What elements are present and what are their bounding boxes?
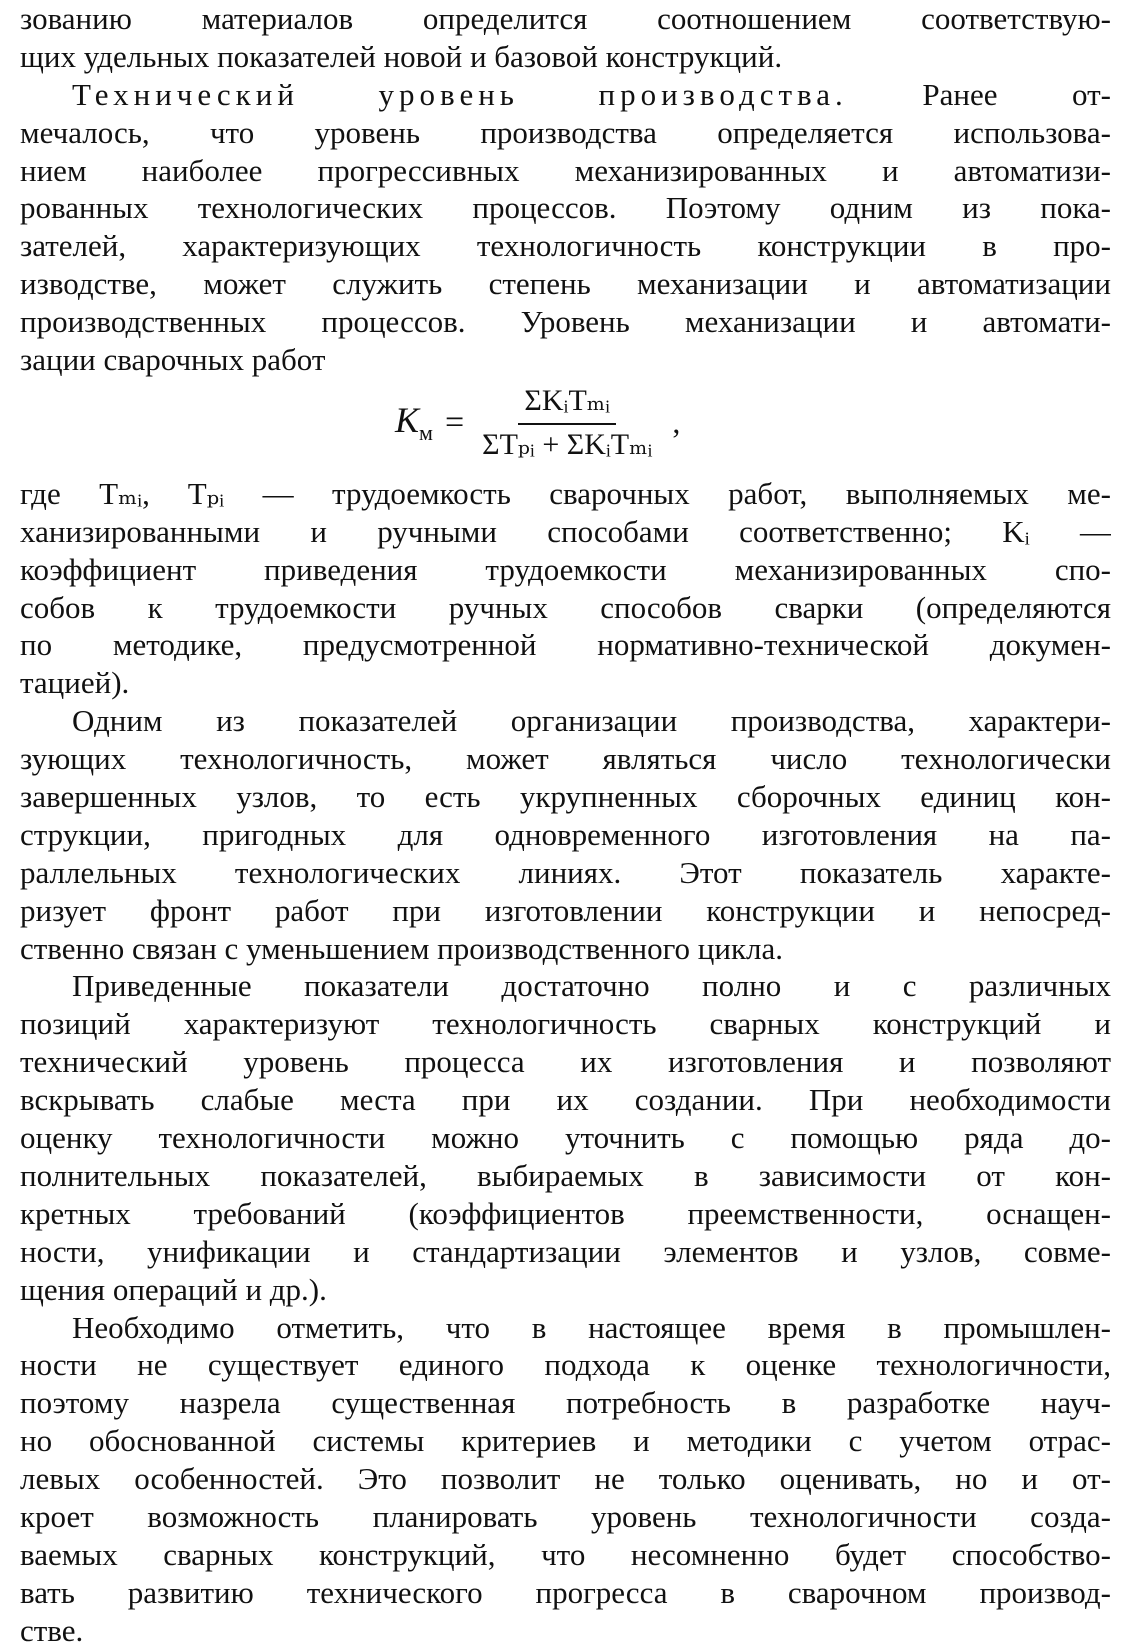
text-line: ваемых сварных конструкций, что несомненно будет способство- [20, 1536, 1111, 1572]
formula-numerator: ΣKᵢTₘᵢ [518, 381, 616, 425]
text-line: раллельных технологических линиях. Этот показатель характе- [20, 854, 1111, 890]
formula-equals: = [444, 403, 465, 441]
text-line: по методике, предусмотренной нормативно-технической докумен- [20, 627, 1111, 663]
paragraph-4 [20, 702, 1111, 967]
text-line: зателей, характеризующих технологичность конструкции в про- [20, 228, 1111, 264]
text-line: Необходимо отметить, что в настоящее время в промышлен- [72, 1309, 1111, 1345]
text-line [20, 76, 1111, 114]
text-line: кроет возможность планировать уровень технологичности созда- [20, 1498, 1111, 1534]
text-line: но обоснованной системы критериев и методики с учетом отрас- [20, 1423, 1111, 1459]
text-line: полнительных показателей, выбираемых в зависимости от кон- [20, 1157, 1111, 1193]
text-line: ности, унификации и стандартизации элементов и узлов, совме- [20, 1233, 1111, 1269]
section-heading: Технический уровень производства. [72, 76, 848, 112]
text-line: коэффициент приведения трудоемкости механизированных спо- [20, 551, 1111, 587]
text-line: нием наиболее прогрессивных механизированных и автоматизи- [20, 152, 1111, 188]
text-line: Приведенные показатели достаточно полно и с различных [72, 968, 1111, 1004]
formula-fraction [476, 381, 658, 465]
formula-denominator: ΣTₚᵢ + ΣKᵢTₘᵢ [482, 427, 653, 461]
text-line: ханизированными и ручными способами соответственно; Kᵢ — [20, 513, 1111, 549]
text-line: ризует фронт работ при изготовлении конструкции и непосред- [20, 892, 1111, 928]
text-line: вать развитию технического прогресса в сварочном производ- [20, 1574, 1111, 1610]
text-line: Одним из показателей организации производства, характери- [72, 703, 1111, 739]
text-line: где Tₘᵢ, Tₚᵢ — трудоемкость сварочных работ, выполняемых ме- [20, 475, 1111, 511]
paragraph-5 [20, 967, 1111, 1308]
text-line: поэтому назрела существенная потребность в разработке науч- [20, 1385, 1111, 1421]
text-line: собов к трудоемкости ручных способов сварки (определяются [20, 589, 1111, 625]
formula-lhs: $K_м$ [395, 400, 433, 446]
text-line: рованных технологических процессов. Поэтому одним из пока- [20, 190, 1111, 226]
text-line: зующих технологичность, может являться число технологически [20, 741, 1111, 777]
text-line: ности не существует единого подхода к оценке технологичности, [20, 1347, 1111, 1383]
text-line: левых особенностей. Это позволит не только оценивать, но и от- [20, 1461, 1111, 1497]
text-line: стве. [20, 1612, 84, 1648]
text-line: щих удельных показателей новой и базовой конструкций. [20, 38, 783, 74]
paragraph-1 [20, 0, 1111, 76]
text-line: производственных процессов. Уровень механизации и автомати- [20, 304, 1111, 340]
text-line: позиций характеризуют технологичность сварных конструкций и [20, 1006, 1111, 1042]
text-line: струкции, пригодных для одновременного изготовления на па- [20, 816, 1111, 852]
text-line: изводстве, может служить степень механизации и автоматизации [20, 266, 1111, 302]
text-line: ственно связан с уменьшением производственного цикла. [20, 930, 784, 966]
text-line: щения операций и др.). [20, 1271, 327, 1307]
paragraph-6 [20, 1309, 1111, 1650]
text-line: кретных требований (коэффициентов преемственности, оснащен- [20, 1195, 1111, 1231]
text-line: мечалось, что уровень производства определяется использова- [20, 114, 1111, 150]
formula [20, 379, 1111, 475]
text-line: зации сварочных работ [20, 342, 326, 378]
text-line: зованию материалов определится соотношением соответствую- [20, 1, 1111, 36]
text-line: завершенных узлов, то есть укрупненных сборочных единиц кон- [20, 779, 1111, 815]
text-line-rest: Ранее от- [847, 76, 1111, 112]
text-line: вскрывать слабые места при их создании. При необходимости [20, 1082, 1111, 1118]
text-line: технический уровень процесса их изготовления и позволяют [20, 1044, 1111, 1080]
paragraph-3 [20, 475, 1111, 702]
paragraph-2 [20, 76, 1111, 379]
text-line: тацией). [20, 665, 130, 701]
text-line: оценку технологичности можно уточнить с помощью ряда до- [20, 1120, 1111, 1156]
formula-comma: , [672, 404, 681, 441]
